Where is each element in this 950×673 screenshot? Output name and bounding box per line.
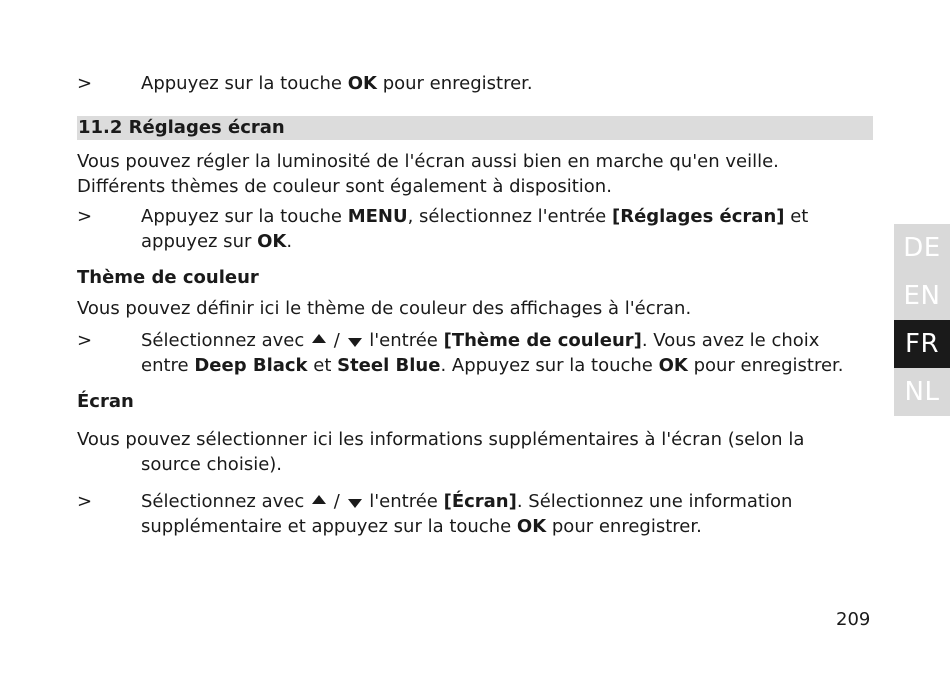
step-menu-line1: Appuyez sur la touche MENU, sélectionnez l'entrée [Réglages écran] et bbox=[141, 206, 809, 227]
key-ok: OK bbox=[257, 231, 287, 252]
section-title: 11.2 Réglages écran bbox=[78, 117, 285, 138]
entry-theme: [Thème de couleur] bbox=[443, 330, 642, 351]
subheading-theme: Thème de couleur bbox=[77, 267, 259, 288]
entry-reglages-ecran: [Réglages écran] bbox=[611, 206, 785, 227]
entry-ecran: [Écran] bbox=[443, 491, 517, 512]
language-tab-nl[interactable]: NL bbox=[894, 368, 950, 416]
arrow-up-icon bbox=[312, 495, 326, 504]
step-marker: > bbox=[77, 73, 93, 94]
ecran-step-line2: supplémentaire et appuyez sur la touche OK pour enregistrer. bbox=[141, 516, 702, 537]
subheading-ecran: Écran bbox=[77, 391, 134, 412]
key-ok: OK bbox=[347, 73, 377, 94]
arrow-down-icon bbox=[348, 338, 362, 347]
step-marker: > bbox=[77, 330, 93, 351]
option-steel-blue: Steel Blue bbox=[337, 355, 441, 376]
language-tab-fr[interactable]: FR bbox=[894, 320, 950, 368]
language-tab-en[interactable]: EN bbox=[894, 272, 950, 320]
ecran-description-line1: Vous pouvez sélectionner ici les informations supplémentaires à l'écran (selon la bbox=[77, 429, 805, 450]
ecran-step-line1: Sélectionnez avec / l'entrée [Écran]. Sélectionnez une information bbox=[141, 491, 793, 512]
arrow-down-icon bbox=[348, 499, 362, 508]
step-marker: > bbox=[77, 206, 93, 227]
step-save-text: Appuyez sur la touche OK pour enregistrer. bbox=[141, 73, 533, 94]
section-intro-line2: Différents thèmes de couleur sont également à disposition. bbox=[77, 176, 612, 197]
page-number: 209 bbox=[836, 609, 871, 630]
step-marker: > bbox=[77, 491, 93, 512]
arrow-up-icon bbox=[312, 334, 326, 343]
theme-step-line2: entre Deep Black et Steel Blue. Appuyez sur la touche OK pour enregistrer. bbox=[141, 355, 844, 376]
option-deep-black: Deep Black bbox=[194, 355, 308, 376]
theme-step-line1: Sélectionnez avec / l'entrée [Thème de couleur]. Vous avez le choix bbox=[141, 330, 820, 351]
language-tab-de[interactable]: DE bbox=[894, 224, 950, 272]
key-menu: MENU bbox=[347, 206, 408, 227]
key-ok: OK bbox=[658, 355, 688, 376]
ecran-description-line2: source choisie). bbox=[141, 454, 283, 475]
theme-description: Vous pouvez définir ici le thème de couleur des affichages à l'écran. bbox=[77, 298, 692, 319]
language-tabs bbox=[894, 224, 950, 416]
step-menu-line2: appuyez sur OK. bbox=[141, 231, 293, 252]
section-intro-line1: Vous pouvez régler la luminosité de l'écran aussi bien en marche qu'en veille. bbox=[77, 151, 779, 172]
key-ok: OK bbox=[516, 516, 547, 537]
